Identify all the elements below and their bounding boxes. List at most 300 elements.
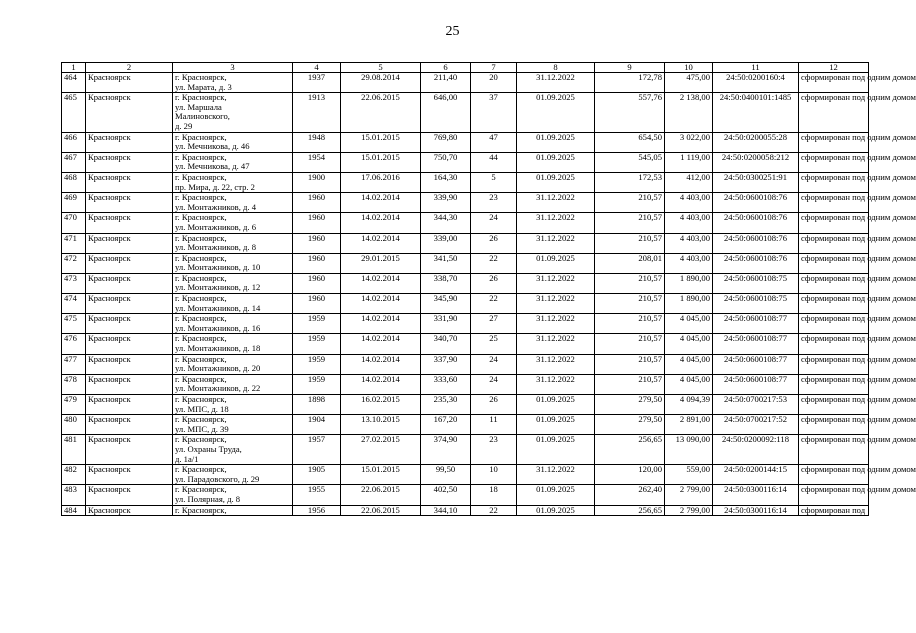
deadline-cell: 31.12.2022 <box>517 334 595 354</box>
cost-cell: 1 890,00 <box>665 273 713 293</box>
area-cell: 337,90 <box>421 354 471 374</box>
cost-cell: 3 022,00 <box>665 132 713 152</box>
cost-cell: 4 045,00 <box>665 354 713 374</box>
date-cell: 29.01.2015 <box>341 253 421 273</box>
row-number-cell: 471 <box>62 233 86 253</box>
column-header-1: 1 <box>62 63 86 73</box>
address-line: г. Красноярск, <box>175 131 227 142</box>
cost-cell: 4 403,00 <box>665 193 713 213</box>
row-number-cell: 475 <box>62 314 86 334</box>
table-row <box>62 93 869 132</box>
cadastral-number-cell: 24:50:0200058:212 <box>713 152 799 172</box>
count-cell: 24 <box>471 354 517 374</box>
city-cell: Красноярск <box>86 435 173 465</box>
date-cell: 13.10.2015 <box>341 415 421 435</box>
date-cell: 14.02.2014 <box>341 374 421 394</box>
address-line: г. Красноярск, <box>175 151 227 162</box>
rate-cell: 210,57 <box>595 294 665 314</box>
row-number-cell: 476 <box>62 334 86 354</box>
column-header-4: 4 <box>293 63 341 73</box>
count-cell: 22 <box>471 253 517 273</box>
city-cell: Красноярск <box>86 193 173 213</box>
address-cell <box>173 465 293 485</box>
city-cell: Красноярск <box>86 395 173 415</box>
address-line: Малиновского, <box>175 111 230 122</box>
rate-cell: 256,65 <box>595 435 665 465</box>
column-header-7: 7 <box>471 63 517 73</box>
date-cell: 27.02.2015 <box>341 435 421 465</box>
table-row <box>62 172 869 192</box>
cost-cell: 412,00 <box>665 172 713 192</box>
status-cell: сформирован под одним домом <box>799 395 869 415</box>
date-cell: 15.01.2015 <box>341 152 421 172</box>
address-line: ул. Монтажников, д. 8 <box>175 242 256 253</box>
table-row <box>62 435 869 465</box>
year-built-cell: 1960 <box>293 213 341 233</box>
area-cell: 338,70 <box>421 273 471 293</box>
area-cell: 646,00 <box>421 93 471 132</box>
address-line: г. Красноярск, <box>175 434 227 445</box>
address-cell <box>173 132 293 152</box>
table-row <box>62 334 869 354</box>
address-line: ул. Монтажников, д. 12 <box>175 282 261 293</box>
table-row <box>62 415 869 435</box>
status-cell: сформирован под одним домом <box>799 415 869 435</box>
status-cell: сформирован под одним домом <box>799 233 869 253</box>
cadastral-number-cell: 24:50:0600108:76 <box>713 253 799 273</box>
count-cell: 20 <box>471 73 517 93</box>
cadastral-number-cell: 24:50:0700217:53 <box>713 395 799 415</box>
status-cell: сформирован под одним домом <box>799 465 869 485</box>
address-cell <box>173 152 293 172</box>
rate-cell: 557,76 <box>595 93 665 132</box>
status-cell: сформирован под одним домом <box>799 73 869 93</box>
cost-cell: 2 799,00 <box>665 505 713 516</box>
city-cell: Красноярск <box>86 415 173 435</box>
city-cell: Красноярск <box>86 172 173 192</box>
year-built-cell: 1959 <box>293 374 341 394</box>
status-cell: сформирован под одним домом <box>799 253 869 273</box>
city-cell: Красноярск <box>86 465 173 485</box>
table-row <box>62 253 869 273</box>
rate-cell: 210,57 <box>595 314 665 334</box>
column-header-8: 8 <box>517 63 595 73</box>
address-line: г. Красноярск, <box>175 313 227 324</box>
area-cell: 211,40 <box>421 73 471 93</box>
count-cell: 26 <box>471 395 517 415</box>
area-cell: 402,50 <box>421 485 471 505</box>
deadline-cell: 31.12.2022 <box>517 354 595 374</box>
address-line: ул. Монтажников, д. 16 <box>175 322 261 333</box>
cadastral-number-cell: 24:50:0600108:76 <box>713 193 799 213</box>
cadastral-number-cell: 24:50:0200144:15 <box>713 465 799 485</box>
status-cell: сформирован под одним домом <box>799 132 869 152</box>
year-built-cell: 1960 <box>293 253 341 273</box>
row-number-cell: 470 <box>62 213 86 233</box>
address-line: ул. Мечникова, д. 46 <box>175 141 250 152</box>
cadastral-number-cell: 24:50:0600108:75 <box>713 273 799 293</box>
status-cell: сформирован под одним домом <box>799 374 869 394</box>
rate-cell: 279,50 <box>595 395 665 415</box>
address-line: г. Красноярск, <box>175 272 227 283</box>
status-cell: сформирован под одним домом <box>799 273 869 293</box>
address-line: г. Красноярск, <box>175 414 227 425</box>
date-cell: 15.01.2015 <box>341 132 421 152</box>
address-line: ул. Монтажников, д. 22 <box>175 383 261 394</box>
city-cell: Красноярск <box>86 294 173 314</box>
table-row <box>62 314 869 334</box>
count-cell: 22 <box>471 294 517 314</box>
status-cell: сформирован под одним домом <box>799 314 869 334</box>
address-cell <box>173 294 293 314</box>
table-row <box>62 465 869 485</box>
year-built-cell: 1959 <box>293 334 341 354</box>
date-cell: 22.06.2015 <box>341 485 421 505</box>
cost-cell: 4 403,00 <box>665 253 713 273</box>
status-cell: сформирован под одним домом <box>799 354 869 374</box>
cost-cell: 13 090,00 <box>665 435 713 465</box>
cadastral-number-cell: 24:50:0600108:76 <box>713 213 799 233</box>
count-cell: 23 <box>471 193 517 213</box>
cost-cell: 2 138,00 <box>665 93 713 132</box>
rate-cell: 210,57 <box>595 273 665 293</box>
column-header-2: 2 <box>86 63 173 73</box>
cadastral-number-cell: 24:50:0600108:76 <box>713 233 799 253</box>
area-cell: 345,90 <box>421 294 471 314</box>
address-line: ул. Монтажников, д. 18 <box>175 343 261 354</box>
deadline-cell: 01.09.2025 <box>517 93 595 132</box>
row-number-cell: 482 <box>62 465 86 485</box>
address-line: г. Красноярск, <box>175 232 227 243</box>
year-built-cell: 1900 <box>293 172 341 192</box>
address-line: г. Красноярск, <box>175 353 227 364</box>
cadastral-number-cell: 24:50:0600108:77 <box>713 314 799 334</box>
cost-cell: 559,00 <box>665 465 713 485</box>
date-cell: 17.06.2016 <box>341 172 421 192</box>
table-row <box>62 132 869 152</box>
area-cell: 339,00 <box>421 233 471 253</box>
rate-cell: 210,57 <box>595 354 665 374</box>
year-built-cell: 1960 <box>293 233 341 253</box>
address-cell <box>173 233 293 253</box>
year-built-cell: 1956 <box>293 505 341 516</box>
address-cell <box>173 505 293 516</box>
deadline-cell: 01.09.2025 <box>517 395 595 415</box>
address-line: г. Красноярск, <box>175 212 227 223</box>
address-line: д. 29 <box>175 120 193 131</box>
address-line: г. Красноярск, <box>175 333 227 344</box>
rate-cell: 279,50 <box>595 415 665 435</box>
row-number-cell: 473 <box>62 273 86 293</box>
area-cell: 340,70 <box>421 334 471 354</box>
table-row <box>62 193 869 213</box>
cadastral-number-cell: 24:50:0600108:77 <box>713 354 799 374</box>
page-number: 25 <box>445 24 460 39</box>
area-cell: 99,50 <box>421 465 471 485</box>
housing-registry-table <box>61 62 916 516</box>
row-number-cell: 466 <box>62 132 86 152</box>
address-line: г. Красноярск, <box>175 464 227 475</box>
rate-cell: 172,53 <box>595 172 665 192</box>
cadastral-number-cell: 24:50:0200092:118 <box>713 435 799 465</box>
city-cell: Красноярск <box>86 334 173 354</box>
count-cell: 47 <box>471 132 517 152</box>
date-cell: 22.06.2015 <box>341 505 421 516</box>
table-row <box>62 233 869 253</box>
cadastral-number-cell: 24:50:0200160:4 <box>713 73 799 93</box>
row-number-cell: 465 <box>62 93 86 132</box>
address-line: ул. Монтажников, д. 14 <box>175 302 261 313</box>
column-header-9: 9 <box>595 63 665 73</box>
row-number-cell: 481 <box>62 435 86 465</box>
area-cell: 333,60 <box>421 374 471 394</box>
address-line: г. Красноярск, <box>175 92 227 103</box>
address-line: г. Красноярск, <box>175 504 227 515</box>
deadline-cell: 31.12.2022 <box>517 314 595 334</box>
table-row <box>62 73 869 93</box>
year-built-cell: 1959 <box>293 314 341 334</box>
count-cell: 37 <box>471 93 517 132</box>
column-header-12: 12 <box>799 63 869 73</box>
rate-cell: 172,78 <box>595 73 665 93</box>
column-header-5: 5 <box>341 63 421 73</box>
address-line: г. Красноярск, <box>175 293 227 304</box>
status-cell: сформирован под одним домом <box>799 294 869 314</box>
city-cell: Красноярск <box>86 73 173 93</box>
row-number-cell: 468 <box>62 172 86 192</box>
cadastral-number-cell: 24:50:0300251:91 <box>713 172 799 192</box>
count-cell: 11 <box>471 415 517 435</box>
year-built-cell: 1957 <box>293 435 341 465</box>
area-cell: 164,30 <box>421 172 471 192</box>
row-number-cell: 479 <box>62 395 86 415</box>
address-line: г. Красноярск, <box>175 373 227 384</box>
row-number-cell: 467 <box>62 152 86 172</box>
deadline-cell: 31.12.2022 <box>517 73 595 93</box>
city-cell: Красноярск <box>86 93 173 132</box>
deadline-cell: 31.12.2022 <box>517 465 595 485</box>
address-line: ул. Марата, д. 3 <box>175 81 232 92</box>
count-cell: 10 <box>471 465 517 485</box>
table-row <box>62 152 869 172</box>
city-cell: Красноярск <box>86 152 173 172</box>
date-cell: 14.02.2014 <box>341 213 421 233</box>
area-cell: 167,20 <box>421 415 471 435</box>
cost-cell: 4 403,00 <box>665 213 713 233</box>
year-built-cell: 1948 <box>293 132 341 152</box>
rate-cell: 262,40 <box>595 485 665 505</box>
area-cell: 339,90 <box>421 193 471 213</box>
cost-cell: 2 891,00 <box>665 415 713 435</box>
year-built-cell: 1955 <box>293 485 341 505</box>
status-cell: сформирован под одним домом <box>799 193 869 213</box>
table-row <box>62 485 869 505</box>
column-header-10: 10 <box>665 63 713 73</box>
date-cell: 14.02.2014 <box>341 334 421 354</box>
row-number-cell: 483 <box>62 485 86 505</box>
cost-cell: 4 403,00 <box>665 233 713 253</box>
row-number-cell: 484 <box>62 505 86 516</box>
area-cell: 374,90 <box>421 435 471 465</box>
year-built-cell: 1905 <box>293 465 341 485</box>
deadline-cell: 01.09.2025 <box>517 253 595 273</box>
table-row <box>62 505 869 516</box>
cost-cell: 475,00 <box>665 73 713 93</box>
table-body <box>62 72 916 516</box>
column-number-header-row <box>62 63 869 73</box>
city-cell: Красноярск <box>86 213 173 233</box>
column-header-3: 3 <box>173 63 293 73</box>
status-cell: сформирован под одним домом <box>799 485 869 505</box>
city-cell: Красноярск <box>86 354 173 374</box>
table-row <box>62 294 869 314</box>
year-built-cell: 1960 <box>293 193 341 213</box>
address-line: г. Красноярск, <box>175 394 227 404</box>
address-line: г. Красноярск, <box>175 72 227 82</box>
rate-cell: 256,65 <box>595 505 665 516</box>
row-number-cell: 480 <box>62 415 86 435</box>
row-number-cell: 469 <box>62 193 86 213</box>
cost-cell: 4 094,39 <box>665 395 713 415</box>
address-cell <box>173 73 293 93</box>
address-line: г. Красноярск, <box>175 484 227 495</box>
cost-cell: 1 119,00 <box>665 152 713 172</box>
address-cell <box>173 253 293 273</box>
address-cell <box>173 193 293 213</box>
count-cell: 23 <box>471 435 517 465</box>
address-cell <box>173 172 293 192</box>
row-number-cell: 478 <box>62 374 86 394</box>
table-row <box>62 273 869 293</box>
address-line: г. Красноярск, <box>175 192 227 203</box>
date-cell: 14.02.2014 <box>341 193 421 213</box>
cadastral-number-cell: 24:50:0300116:14 <box>713 485 799 505</box>
rate-cell: 208,01 <box>595 253 665 273</box>
area-cell: 341,50 <box>421 253 471 273</box>
year-built-cell: 1959 <box>293 354 341 374</box>
cadastral-number-cell: 24:50:0700217:52 <box>713 415 799 435</box>
deadline-cell: 31.12.2022 <box>517 193 595 213</box>
date-cell: 14.02.2014 <box>341 233 421 253</box>
count-cell: 26 <box>471 233 517 253</box>
rate-cell: 210,57 <box>595 334 665 354</box>
deadline-cell: 31.12.2022 <box>517 374 595 394</box>
cost-cell: 2 799,00 <box>665 485 713 505</box>
year-built-cell: 1960 <box>293 273 341 293</box>
address-line: г. Красноярск, <box>175 171 227 182</box>
rate-cell: 210,57 <box>595 233 665 253</box>
count-cell: 25 <box>471 334 517 354</box>
deadline-cell: 01.09.2025 <box>517 172 595 192</box>
city-cell: Красноярск <box>86 374 173 394</box>
cost-cell: 4 045,00 <box>665 374 713 394</box>
address-cell <box>173 354 293 374</box>
rate-cell: 210,57 <box>595 193 665 213</box>
row-number-cell: 477 <box>62 354 86 374</box>
date-cell: 15.01.2015 <box>341 465 421 485</box>
deadline-cell: 01.09.2025 <box>517 415 595 435</box>
date-cell: 14.02.2014 <box>341 294 421 314</box>
address-line: ул. Монтажников, д. 20 <box>175 363 261 374</box>
date-cell: 16.02.2015 <box>341 395 421 415</box>
address-line: ул. Парадовского, д. 29 <box>175 473 260 484</box>
area-cell: 769,80 <box>421 132 471 152</box>
rate-cell: 654,50 <box>595 132 665 152</box>
address-line: ул. Монтажников, д. 10 <box>175 262 261 273</box>
address-line: ул. Охраны Труда, <box>175 443 242 454</box>
city-cell: Красноярск <box>86 253 173 273</box>
city-cell: Красноярск <box>86 233 173 253</box>
address-cell <box>173 213 293 233</box>
status-cell: сформирован под одним домом <box>799 152 869 172</box>
address-line: ул. Мечникова, д. 47 <box>175 161 250 172</box>
deadline-cell: 31.12.2022 <box>517 213 595 233</box>
deadline-cell: 31.12.2022 <box>517 273 595 293</box>
cadastral-number-cell: 24:50:0600108:77 <box>713 374 799 394</box>
address-cell <box>173 415 293 435</box>
address-cell <box>173 334 293 354</box>
address-line: ул. Монтажников, д. 6 <box>175 221 256 232</box>
table-row <box>62 354 869 374</box>
cadastral-number-cell: 24:50:0400101:1485 <box>713 93 799 132</box>
status-cell: сформирован под одним домом <box>799 334 869 354</box>
deadline-cell: 31.12.2022 <box>517 294 595 314</box>
city-cell: Красноярск <box>86 314 173 334</box>
deadline-cell: 01.09.2025 <box>517 132 595 152</box>
cost-cell: 4 045,00 <box>665 314 713 334</box>
area-cell: 331,90 <box>421 314 471 334</box>
count-cell: 22 <box>471 505 517 516</box>
count-cell: 26 <box>471 273 517 293</box>
address-line: д. 1а/1 <box>175 453 199 464</box>
rate-cell: 210,57 <box>595 374 665 394</box>
status-cell: сформирован под одним домом <box>799 435 869 465</box>
cost-cell: 1 890,00 <box>665 294 713 314</box>
address-cell <box>173 374 293 394</box>
cost-cell: 4 045,00 <box>665 334 713 354</box>
address-line: ул. МПС, д. 18 <box>175 403 229 414</box>
rate-cell: 120,00 <box>595 465 665 485</box>
deadline-cell: 01.09.2025 <box>517 485 595 505</box>
deadline-cell: 01.09.2025 <box>517 152 595 172</box>
date-cell: 14.02.2014 <box>341 314 421 334</box>
count-cell: 18 <box>471 485 517 505</box>
row-number-cell: 474 <box>62 294 86 314</box>
year-built-cell: 1913 <box>293 93 341 132</box>
deadline-cell: 31.12.2022 <box>517 233 595 253</box>
address-cell <box>173 273 293 293</box>
year-built-cell: 1898 <box>293 395 341 415</box>
date-cell: 29.08.2014 <box>341 73 421 93</box>
city-cell: Красноярск <box>86 273 173 293</box>
year-built-cell: 1937 <box>293 73 341 93</box>
date-cell: 14.02.2014 <box>341 354 421 374</box>
year-built-cell: 1904 <box>293 415 341 435</box>
rate-cell: 545,05 <box>595 152 665 172</box>
count-cell: 24 <box>471 374 517 394</box>
address-cell <box>173 485 293 505</box>
address-line: ул. Монтажников, д. 4 <box>175 201 256 212</box>
city-cell: Красноярск <box>86 485 173 505</box>
status-cell: сформирован под одним домом <box>799 172 869 192</box>
area-cell: 750,70 <box>421 152 471 172</box>
city-cell: Красноярск <box>86 132 173 152</box>
row-number-cell: 464 <box>62 73 86 93</box>
deadline-cell: 01.09.2025 <box>517 435 595 465</box>
date-cell: 14.02.2014 <box>341 273 421 293</box>
count-cell: 44 <box>471 152 517 172</box>
address-cell <box>173 93 293 132</box>
